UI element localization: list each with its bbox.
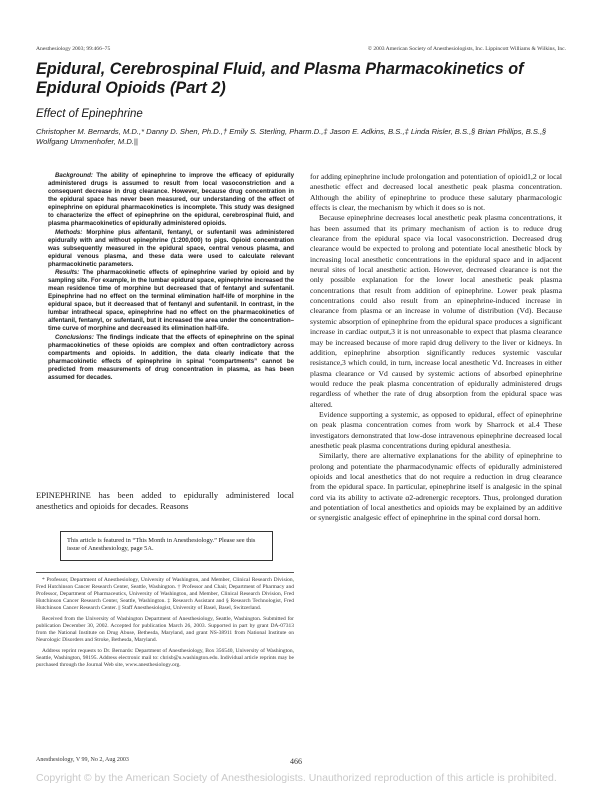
page-number: 466 [290,757,302,766]
abstract-results [48,269,294,333]
abstract-background [48,172,294,228]
article-title: Epidural, Cerebrospinal Fluid, and Plasma Pharmacokinetics of Epidural Opioids (Part 2) [36,60,524,97]
footnote-received: Received from the University of Washington Department of Anesthesiology, Seattle, Washington. Submitted for publication December 30, 2002. Accepted for publication March 26, 2003. Supported in part by grant DA-07313 from the National Institute on Drug Abuse, Bethesda, Maryland, and grant NS-38911 from National Institute on Neurologic Disorders and Stroke, Bethesda, Maryland. [36,615,294,644]
body-column-right [310,172,562,524]
abstract-methods [48,229,294,269]
featured-article-box: This article is featured in “This Month in Anesthesiology.” Please see this issue of Anesthesiology, page 5A. [60,531,273,561]
abstract-results-text: The pharmacokinetic effects of epinephrine varied by opioid and by sampling site. For example, in the lumbar epidural space, epinephrine increased the mean residence time of morphine but decreased that of fentanyl and sufentanil. Epinephrine had no effect on the terminal elimination half-life of morphine in the epidural space, but it decreased that of fentanyl and sufentanil. In contrast, in the lumbar intrathecal space, epinephrine had no effect on the pharmacokinetics of alfentanil, fentanyl, or sufentanil, but it increased the area under the concentration–time curve of morphine and decreased its elimination half-life. [48,269,294,332]
abstract-background-text: The ability of epinephrine to improve the efficacy of epidurally administered drugs is assumed to result from local vasoconstriction and a consequent decrease in drug clearance. However, because drug concentration in the epidural space has never been measured, our understanding of the effect of epinephrine on epidural pharmacokinetics is incomplete. This study was designed to characterize the effect of epinephrine on the epidural, cerebrospinal fluid, and plasma pharmacokinetics of epidurally administered opioids. [48,172,294,227]
author-list: Christopher M. Bernards, M.D.,* Danny D. Shen, Ph.D.,† Emily S. Sterling, Pharm.D.,‡ Jason E. Adkins, B.S.,‡ Linda Risler, B.S.,§ Brian Phillips, B.S.,§ Wolfgang Ummenhofer, M.D.|| [36,127,547,146]
body-paragraph: Because epinephrine decreases local anesthetic peak plasma concentrations, it has been assumed that its primary mechanism of action is to reduce drug clearance from the epidural space via local vasoconstriction. Decreased drug clearance would be expected to prolong and potentiate local anesthetic block by increasing local anesthetic concentrations in the epidural space and in adjacent neural sites of local anesthetic action. However, decreased clearance is not the only possible explanation for the lower local anesthetic peak plasma concentrations that result from addition of epinephrine. Lower peak plasma concentrations could also result from an epinephrine-induced increase in clearance from plasma or an increase in volume of distribution (Vd). Because systemic absorption of epinephrine from the epidural space produces a significant increase in cardiac output,3 it is not unreasonable to expect that plasma clearance may be increased because of more rapid drug delivery to the liver or kidneys. In addition, epinephrine absorption significantly reduces systemic vascular resistance,3 which could, in turn, increase local anesthetic Vd. Increases in either plasma clearance or Vd caused by systemic actions of absorbed epinephrine would reduce the peak plasma concentration of epidurally administered drugs regardless of whether the rate of drug absorption from the epidural space was altered. [310,213,562,409]
intro-paragraph [36,490,294,512]
abstract-methods-text: Morphine plus alfentanil, fentanyl, or sufentanil was administered epidurally with and without epinephrine (1:200,000) to pigs. Opioid concentration was subsequently measured in the epidural space, central venous plasma, and epidural venous plasma, and these data were used to calculate relevant pharmacokinetic parameters. [48,228,294,268]
footnote-address: Address reprint requests to Dr. Bernards: Department of Anesthesiology, Box 356540, University of Washington, Seattle, Washington, 98195. Address electronic mail to: chrisb@u.washington.edu. Individual article reprints may be purchased through the Journal Web site, www.anesthesiology.org. [36,647,294,669]
journal-citation-header: Anesthesiology 2003; 99:466–75 [36,46,111,52]
body-paragraph: Evidence supporting a systemic, as opposed to epidural, effect of epinephrine on peak plasma concentration comes from work by Sharrock et al.4 These investigators demonstrated that low-dose intravenous epinephrine decreased local anesthetic peak plasma concentrations during epidural anesthesia. [310,409,562,450]
abstract-conclusions [48,334,294,382]
footnotes [36,577,294,673]
abstract-conclusions-label: Conclusions: [55,333,94,341]
abstract-conclusions-text: The findings indicate that the effects of epinephrine on the spinal pharmacokinetics of these opioids are complex and often contradictory across compartments and opioids. In addition, the data clearly indicate that the pharmacokinetic effects of epinephrine in spinal “compartments” cannot be predicted from measurements of drug concentration in plasma, as has been assumed for decades. [48,333,294,381]
copyright-watermark: Copyright © by the American Society of Anesthesiologists. Unauthorized reproduction of this article is prohibited. [36,772,557,784]
intro-text: EPINEPHRINE has been added to epidurally administered local anesthetics and opioids for decades. Reasons [36,490,294,511]
footnote-affiliations: * Professor, Department of Anesthesiology, University of Washington, and Member, Clinical Research Division, Fred Hutchinson Cancer Research Center, Seattle, Washington. † Professor and Chair, Department of Pharmacy and Professor, Department of Pharmaceutics, University of Washington, and Member, Clinical Research Division, Fred Hutchinson Cancer Research Center, Seattle, Washington. ‡ Research Assistant and § Research Technologist, Fred Hutchinson Cancer Research Center. || Staff Anesthesiologist, University of Basel, Basel, Switzerland. [36,577,294,612]
body-paragraph: for adding epinephrine include prolongation and potentiation of opioid1,2 or local anesthetic effect and decreased local anesthetic peak plasma concentration. Although the ability of epinephrine to produce these salutary pharmacologic effects is clear, the mechanism by which it does so is not. [310,172,562,213]
abstract [48,172,294,382]
footnote-divider [36,572,294,573]
abstract-methods-label: Methods: [55,228,83,236]
footer-citation: Anesthesiology, V 99, No 2, Aug 2003 [36,757,129,763]
article-subtitle: Effect of Epinephrine [36,108,143,120]
abstract-background-label: Background: [55,172,93,179]
body-paragraph: Similarly, there are alternative explanations for the ability of epinephrine to prolong and potentiate the pharmacodynamic effects of epidurally administered opioids and local anesthetics that do not require a reduction in drug clearance from the epidural space. In particular, epinephrine itself is analgesic in the spinal cord via its ability to activate α2-adrenergic receptors. Thus, prolonged duration and potentiation of local anesthetics and opioids may be explained by an additive or synergistic analgesic effect of epinephrine in the spinal cord dorsal horn. [310,451,562,523]
abstract-results-label: Results: [55,269,80,276]
copyright-header: © 2003 American Society of Anesthesiologists, Inc. Lippincott Williams & Wilkins, Inc. [367,46,566,52]
